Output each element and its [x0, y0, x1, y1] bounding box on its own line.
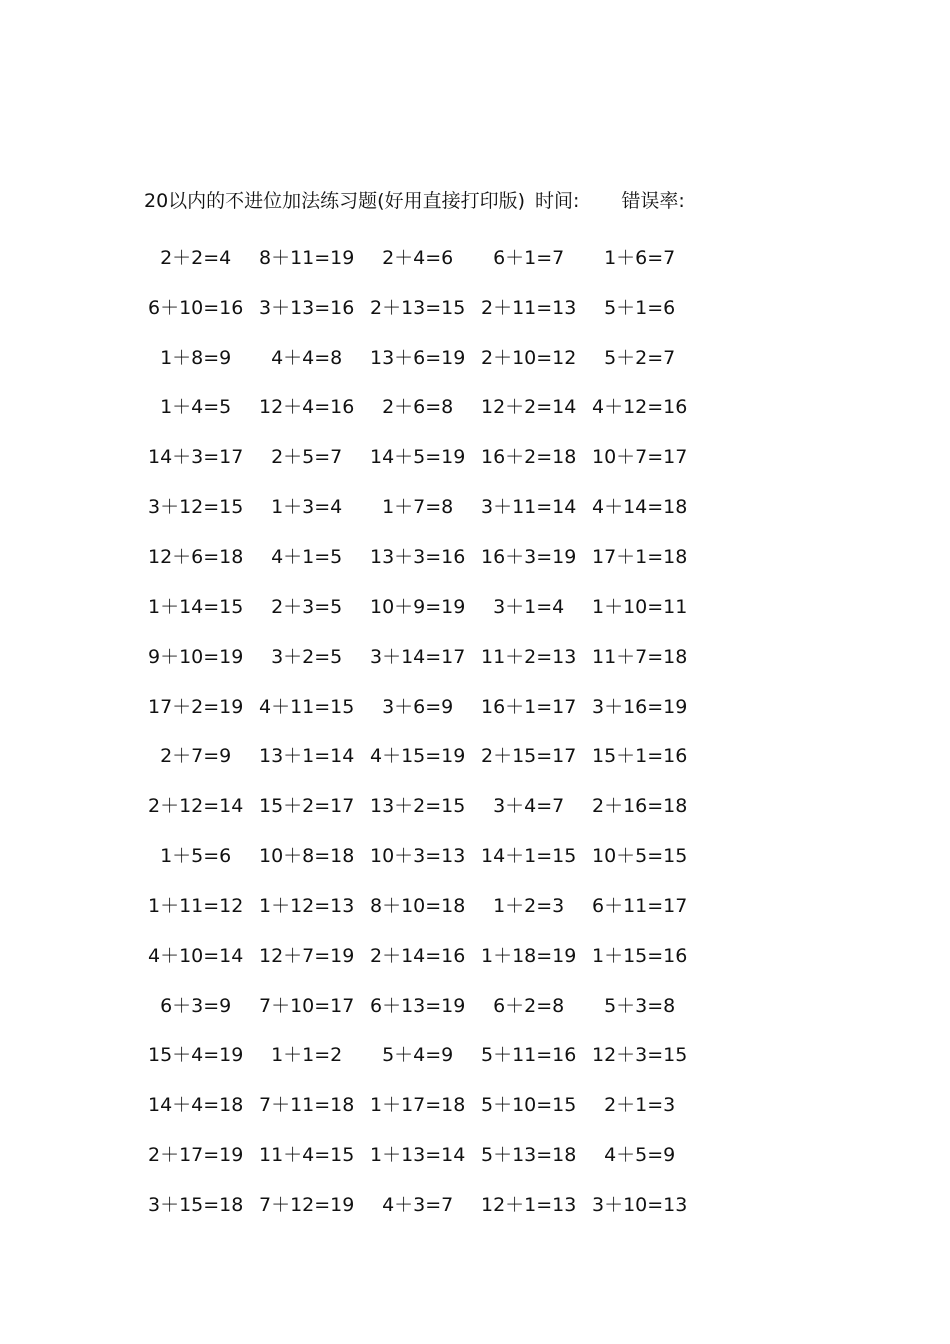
addition-problem: 6＋3=9 [148, 994, 232, 1017]
addition-problem: 6＋13=19 [370, 994, 466, 1017]
addition-problem: 2＋4=6 [370, 246, 454, 269]
addition-problem: 4＋1=5 [259, 545, 343, 568]
addition-problem: 12＋7=19 [259, 944, 355, 967]
addition-problem: 6＋1=7 [481, 246, 565, 269]
addition-problem: 7＋12=19 [259, 1193, 355, 1216]
addition-problem: 1＋7=8 [370, 496, 454, 519]
addition-problem: 14＋3=17 [148, 446, 244, 469]
addition-problem: 3＋12=15 [148, 496, 244, 519]
addition-problem: 4＋11=15 [259, 695, 355, 718]
addition-problem: 2＋11=13 [481, 296, 577, 319]
worksheet-header [144, 186, 685, 216]
problem-row [148, 682, 868, 732]
error-rate-label: 错误率: [621, 190, 685, 212]
addition-problem: 2＋5=7 [259, 446, 343, 469]
addition-problem: 8＋11=19 [259, 246, 355, 269]
addition-problem: 14＋1=15 [481, 845, 577, 868]
problem-row [148, 831, 868, 881]
problem-row [148, 981, 868, 1031]
addition-problem: 3＋4=7 [481, 795, 565, 818]
addition-problem: 1＋3=4 [259, 496, 343, 519]
addition-problem: 12＋2=14 [481, 396, 577, 419]
addition-problem: 10＋5=15 [592, 845, 688, 868]
addition-problem: 7＋10=17 [259, 994, 355, 1017]
addition-problem: 12＋4=16 [259, 396, 355, 419]
addition-problem: 5＋1=6 [592, 296, 676, 319]
addition-problem: 1＋13=14 [370, 1144, 466, 1167]
addition-problem: 1＋8=9 [148, 346, 232, 369]
addition-problem: 2＋2=4 [148, 246, 232, 269]
problem-row [148, 1130, 868, 1180]
addition-problem: 4＋12=16 [592, 396, 688, 419]
addition-problem: 13＋1=14 [259, 745, 355, 768]
addition-problem: 17＋1=18 [592, 545, 688, 568]
problem-row [148, 432, 868, 482]
addition-problem: 6＋10=16 [148, 296, 244, 319]
addition-problem: 7＋11=18 [259, 1094, 355, 1117]
addition-problem: 16＋1=17 [481, 695, 577, 718]
addition-problem: 2＋15=17 [481, 745, 577, 768]
problem-row [148, 781, 868, 831]
problem-row [148, 582, 868, 632]
problem-row [148, 1180, 868, 1230]
addition-problem: 4＋3=7 [370, 1193, 454, 1216]
problem-row [148, 482, 868, 532]
addition-problem: 10＋3=13 [370, 845, 466, 868]
addition-problem: 1＋10=11 [592, 595, 688, 618]
addition-problem: 2＋1=3 [592, 1094, 676, 1117]
problem-row [148, 283, 868, 333]
addition-problem: 8＋10=18 [370, 894, 466, 917]
addition-problem: 10＋7=17 [592, 446, 688, 469]
addition-problem: 1＋5=6 [148, 845, 232, 868]
addition-problem: 15＋4=19 [148, 1044, 244, 1067]
addition-problem: 1＋15=16 [592, 944, 688, 967]
addition-problem: 16＋2=18 [481, 446, 577, 469]
addition-problem: 1＋4=5 [148, 396, 232, 419]
problem-row [148, 532, 868, 582]
addition-problem: 2＋7=9 [148, 745, 232, 768]
addition-problem: 2＋12=14 [148, 795, 244, 818]
problem-row [148, 233, 868, 283]
worksheet-title: 20以内的不进位加法练习题(好用直接打印版) [144, 190, 526, 212]
addition-problem: 13＋3=16 [370, 545, 466, 568]
addition-problem: 14＋5=19 [370, 446, 466, 469]
problem-row [148, 931, 868, 981]
addition-problem: 1＋11=12 [148, 894, 244, 917]
addition-problem: 3＋15=18 [148, 1193, 244, 1216]
addition-problem: 4＋5=9 [592, 1144, 676, 1167]
addition-problem: 3＋2=5 [259, 645, 343, 668]
addition-problem: 13＋6=19 [370, 346, 466, 369]
addition-problem: 1＋1=2 [259, 1044, 343, 1067]
problem-row [148, 632, 868, 682]
addition-problem: 2＋17=19 [148, 1144, 244, 1167]
addition-problem: 2＋10=12 [481, 346, 577, 369]
addition-problem: 10＋8=18 [259, 845, 355, 868]
time-label: 时间: [535, 190, 580, 212]
addition-problem: 2＋3=5 [259, 595, 343, 618]
addition-problem: 13＋2=15 [370, 795, 466, 818]
addition-problem: 15＋1=16 [592, 745, 688, 768]
addition-problem: 12＋1=13 [481, 1193, 577, 1216]
addition-problem: 4＋10=14 [148, 944, 244, 967]
addition-problem: 2＋6=8 [370, 396, 454, 419]
addition-problem: 1＋12=13 [259, 894, 355, 917]
problem-row [148, 1080, 868, 1130]
addition-problem: 9＋10=19 [148, 645, 244, 668]
addition-problem: 11＋4=15 [259, 1144, 355, 1167]
addition-problem: 1＋2=3 [481, 894, 565, 917]
addition-problem: 10＋9=19 [370, 595, 466, 618]
addition-problem: 3＋6=9 [370, 695, 454, 718]
addition-problem: 4＋15=19 [370, 745, 466, 768]
addition-problem: 6＋2=8 [481, 994, 565, 1017]
addition-problem: 12＋6=18 [148, 545, 244, 568]
addition-problem: 12＋3=15 [592, 1044, 688, 1067]
addition-problem: 11＋7=18 [592, 645, 688, 668]
addition-problem: 5＋4=9 [370, 1044, 454, 1067]
addition-problem: 3＋1=4 [481, 595, 565, 618]
addition-problem: 2＋13=15 [370, 296, 466, 319]
addition-problem: 5＋11=16 [481, 1044, 577, 1067]
addition-problem: 16＋3=19 [481, 545, 577, 568]
problem-row [148, 383, 868, 433]
problem-row [148, 1031, 868, 1081]
addition-problem: 15＋2=17 [259, 795, 355, 818]
problem-row [148, 731, 868, 781]
addition-problem: 2＋16=18 [592, 795, 688, 818]
addition-problem: 5＋3=8 [592, 994, 676, 1017]
addition-problem: 5＋10=15 [481, 1094, 577, 1117]
addition-problem: 2＋14=16 [370, 944, 466, 967]
addition-problem: 4＋4=8 [259, 346, 343, 369]
problem-row [148, 881, 868, 931]
addition-problem: 1＋14=15 [148, 595, 244, 618]
addition-problem: 1＋6=7 [592, 246, 676, 269]
addition-problem: 3＋14=17 [370, 645, 466, 668]
addition-problem: 6＋11=17 [592, 894, 688, 917]
addition-problem: 4＋14=18 [592, 496, 688, 519]
addition-problem: 5＋13=18 [481, 1144, 577, 1167]
addition-problem: 3＋13=16 [259, 296, 355, 319]
addition-problem: 1＋17=18 [370, 1094, 466, 1117]
problem-row [148, 333, 868, 383]
addition-problem: 14＋4=18 [148, 1094, 244, 1117]
addition-problem: 5＋2=7 [592, 346, 676, 369]
addition-problem: 11＋2=13 [481, 645, 577, 668]
addition-problem: 3＋10=13 [592, 1193, 688, 1216]
addition-problem: 3＋11=14 [481, 496, 577, 519]
problem-grid [148, 233, 868, 1230]
addition-problem: 17＋2=19 [148, 695, 244, 718]
addition-problem: 1＋18=19 [481, 944, 577, 967]
addition-problem: 3＋16=19 [592, 695, 688, 718]
